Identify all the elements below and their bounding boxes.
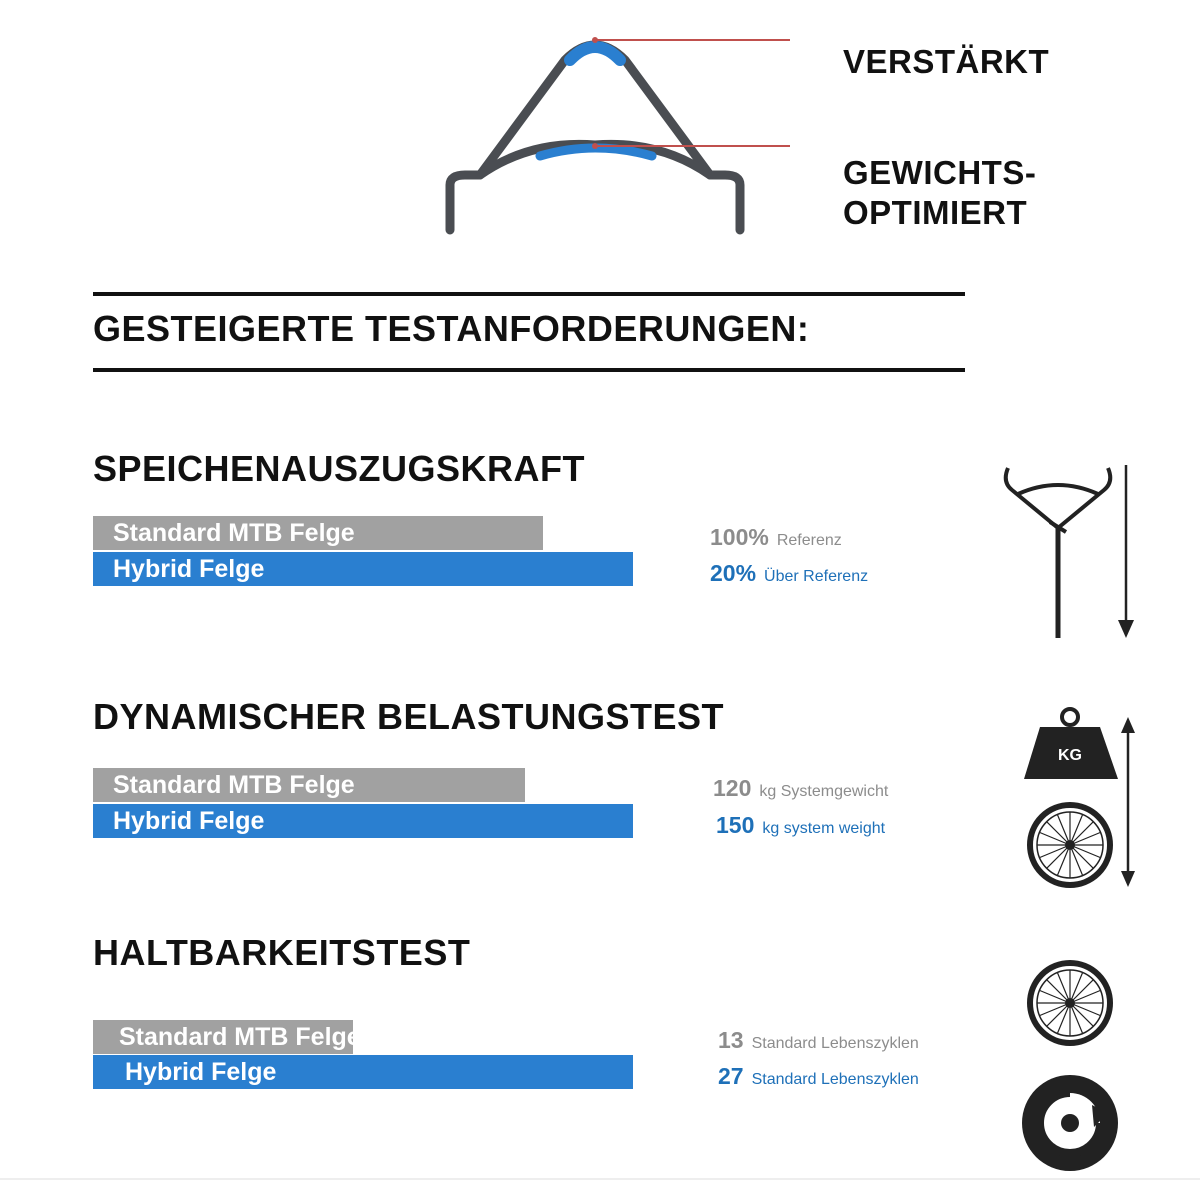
value-number: 150 xyxy=(716,812,755,838)
value-number: 120 xyxy=(713,775,752,801)
value-label-hybrid xyxy=(718,1063,919,1090)
section-title-dynamic-load: DYNAMISCHER BELASTUNGSTEST xyxy=(93,696,725,737)
tread-icon xyxy=(1022,1075,1118,1171)
bar-hybrid: Hybrid Felge xyxy=(93,552,633,586)
value-label-standard xyxy=(713,775,888,802)
wheel-icon xyxy=(1030,805,1110,885)
bar-hybrid: Hybrid Felge xyxy=(93,804,633,838)
value-text: Referenz xyxy=(776,532,842,549)
value-text: kg system weight xyxy=(762,820,886,837)
section-title-spoke-pull: SPEICHENAUSZUGSKRAFT xyxy=(93,448,586,489)
value-number: 13 xyxy=(718,1027,744,1053)
bar-standard: Standard MTB Felge xyxy=(93,1020,353,1054)
value-text: Standard Lebenszyklen xyxy=(751,1071,919,1088)
bar-standard: Standard MTB Felge xyxy=(93,516,543,550)
value-text: kg Systemgewicht xyxy=(759,783,889,800)
value-label-hybrid xyxy=(710,560,868,587)
bottom-rule xyxy=(93,368,965,372)
top-rule xyxy=(93,292,965,296)
value-number: 27 xyxy=(718,1063,744,1089)
rotating-wheel-icon xyxy=(1012,955,1132,1180)
spoke-pull-icon xyxy=(998,460,1148,645)
rim-profile-diagram xyxy=(420,20,800,250)
weight-wheel-icon xyxy=(1018,705,1148,895)
value-text: Über Referenz xyxy=(764,568,869,585)
bottom-border xyxy=(0,1178,1200,1180)
callout-weight-line1: GEWICHTS- xyxy=(843,154,1037,191)
value-label-standard xyxy=(710,524,842,551)
page-heading: GESTEIGERTE TESTANFORDERUNGEN: xyxy=(93,308,810,349)
kg-label: KG xyxy=(1058,747,1082,764)
section-title-durability: HALTBARKEITSTEST xyxy=(93,932,471,973)
wheel-icon xyxy=(1030,963,1110,1043)
value-label-hybrid xyxy=(716,812,885,839)
bar-hybrid: Hybrid Felge xyxy=(93,1055,633,1089)
value-number: 20% xyxy=(710,560,757,586)
value-label-standard xyxy=(718,1027,919,1054)
value-text: Standard Lebenszyklen xyxy=(751,1035,919,1052)
callout-reinforced: VERSTÄRKT xyxy=(843,43,1050,80)
bar-standard: Standard MTB Felge xyxy=(93,768,525,802)
callout-weight-line2: OPTIMIERT xyxy=(843,194,1028,231)
value-number: 100% xyxy=(710,524,769,550)
